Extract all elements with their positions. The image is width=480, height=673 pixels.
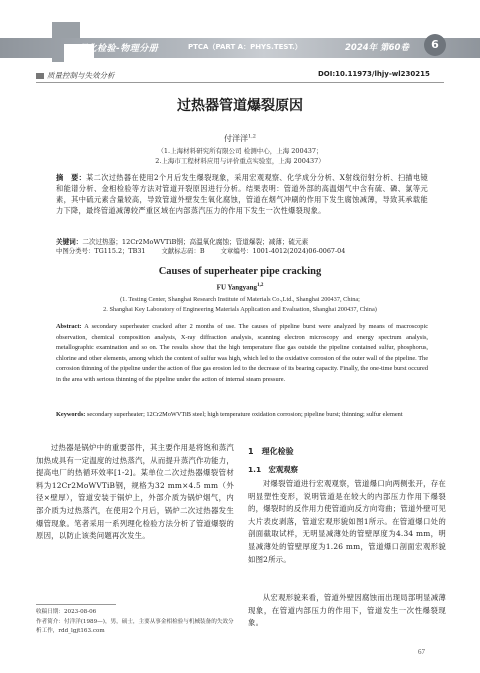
doi: DOI:10.11973/lhjy-wl230215 [318,70,430,78]
volume-label: 2024年 第60卷 [345,43,409,53]
cn-title: 过热器管道爆裂原因 [177,98,303,114]
cn-keywords-text: 二次过热器；12Cr2MoWVTiB钢；高温氧化腐蚀；管道爆裂；减薄；硫元素 [82,238,309,246]
cn-article-no: 文章编号：1001-4012(2024)06-0067-04 [220,247,346,255]
intro-paragraph: 过热器是锅炉中的重要部件，其主要作用是将饱和蒸汽加热成具有一定温度的过热蒸汽，从而提升蒸汽作功能力，提高电厂的热循环效率[1-2]。某单位二次过热器爆裂管材料为12Cr2MoWVTiB钢，规格为32 mm×4.5 mm（外径×壁厚），管道安装于锅炉上，外部介质为锅炉烟气，内部介质为过热蒸汽，在使用2个月后，锅炉二次过热器发生爆管现象。笔者采用一系列理化检验方法分析了管道爆裂的原因，以防止该类问题再次发生。 [36,443,234,541]
en-affiliation-2: 2. Shanghai Key Laboratory of Engineering Materials Application and Evaluation, Shanghai 200437, China) [103,306,377,313]
en-author-sup: 1,2 [257,283,264,288]
paragraph-macro-2: 从宏观形貌来看，管道外壁因腐蚀而出现局部明显减薄现象，在管道内部压力的作用下，管道发生一次性爆裂现象。 [248,593,446,628]
category-bullet-icon [36,73,44,79]
en-keywords [56,410,428,421]
header-rule [36,82,444,83]
en-author-name: FU Yangyang [216,283,258,292]
cn-clc: 中图分类号：TG115.2；TB31 [56,247,146,255]
footnote-author-info: 作者简介：付洋洋(1989—)，男，硕士，主要从事金相检验与机械装备的失效分析工作，rdd_lgjt163.com [36,619,234,634]
en-author [0,283,480,291]
cn-affiliation-2: 2.上海市工程材料应用与评价重点实验室，上海 200437） [155,157,325,165]
cn-author [0,133,480,144]
category-text: 质量控制与失效分析 [47,71,115,80]
en-affiliation-1: (1. Testing Center, Shanghai Research Institute of Materials Co.,Ltd., Shanghai 200437, China; [120,296,360,303]
cn-affiliation-1: （1.上海材料研究所有限公司 检测中心，上海 200437； [157,147,323,155]
cn-doc-code: 文献标志码：B [161,247,205,255]
section-heading-1: 1 理化检验 [248,447,294,456]
cn-meta [56,246,436,255]
cn-keywords-label: 关键词： [56,238,83,246]
cn-abstract-text: 某二次过热器在使用2个月后发生爆裂现象，采用宏观观察、化学成分分析、X射线衍射分析、扫描电镜和能谱分析、金相检验等方法对管道开裂原因进行分析。结果表明：管道外部的高温烟气中含有硫、磷、氯等元素，其中硫元素含量较高，导致管道外壁发生氧化腐蚀，管道在烟气冲刷的作用下发生腐蚀减薄，导致其承载能力下降，最终管道减薄较严重区域在内部蒸汽压力的作用下发生一次性爆裂现象。 [56,173,428,215]
en-keywords-label: Keywords: [56,411,86,418]
footnote-rule [36,604,116,605]
section-title: 理化检验-物理分册 [78,44,159,54]
en-abstract-text: A secondary superheater cracked after 2 months of use. The causes of pipeline burst were analyzed by means of macroscopic observation, chemical composition analysis, X-ray diffraction analysis, scanning electron microscopy and energy spectrum analysis, metallographic examination and so on. The results show that the high temperature flue gas outside the pipeline contained sulfur, phosphorus, chlorine and other elements, among which the content of sulfur was high, which led to the oxidative corrosion of the outer wall of the pipeline. The corrosion thinning of the pipeline under the action of flue gas erosion led to the decrease of its bearing capacity. Finally, the one-time burst occured in the area with serious thinning of the pipeline under the action of internal steam pressure. [56,323,428,383]
journal-name: PTCA（PART A：PHYS.TEST.） [188,43,302,51]
page-number: 67 [418,648,425,656]
cn-author-sup: 1,2 [248,133,256,140]
cn-abstract [56,172,428,216]
category-label [36,70,115,81]
subsection-heading-1-1: 1.1 宏观观察 [248,465,299,474]
en-title: Causes of superheater pipe cracking [158,266,322,277]
issue-number: 6 [424,34,446,56]
paragraph-macro-1: 对爆裂管道进行宏观观察，管道爆口向两侧张开，存在明显塑性变形，说明管道是在较大的内部压力作用下爆裂的，爆裂时的反作用力使管道向反方向弯曲；管道外壁可见大片表皮剥落，管道宏观形貌如图1所示。在管道爆口处的剖面截取试样，无明显减薄处的管壁厚度为4.34 mm，明显减薄处的管壁厚度为1.26 mm，管道爆口剖面宏观形貌如图2所示。 [248,479,446,564]
footnote-received: 收稿日期：2023-08-06 [36,609,97,615]
cn-abstract-label: 摘 要： [56,173,87,182]
en-abstract [56,322,428,386]
cn-author-name: 付洋洋 [224,134,249,143]
en-abstract-label: Abstract: [56,323,82,330]
en-keywords-text: secondary superheater; 12Cr2MoWVTiB steel; high temperature oxidation corrosion; pipeline burst; thinning; sulfur element [86,411,403,418]
